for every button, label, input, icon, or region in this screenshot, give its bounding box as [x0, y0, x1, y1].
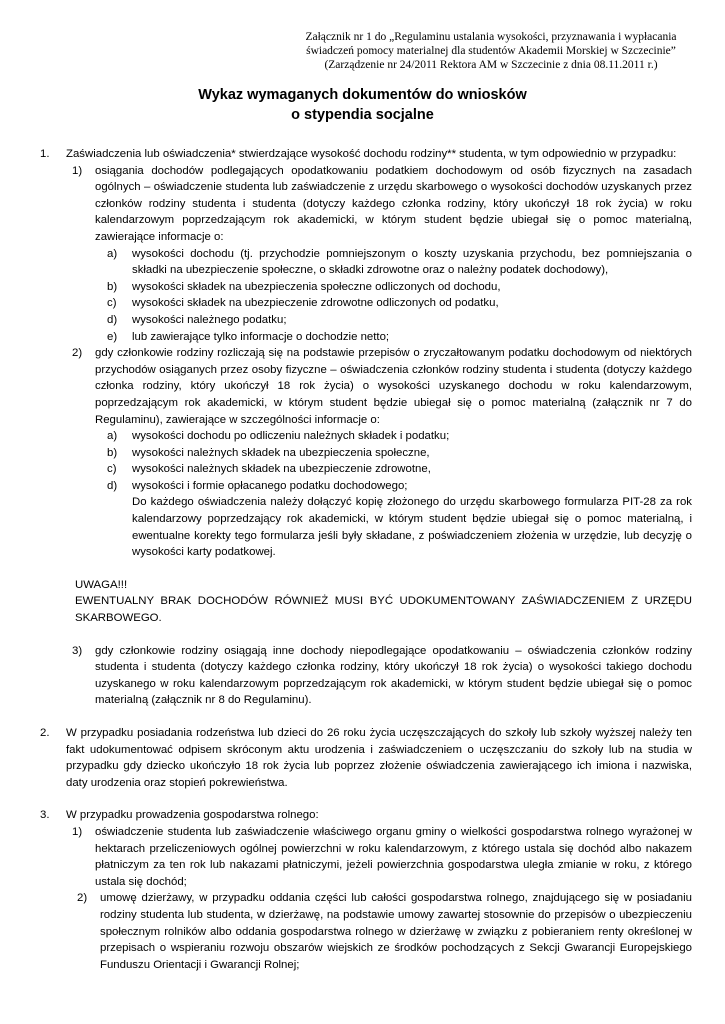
sub-item-text: gdy członkowie rodziny osiągają inne dochody niepodlegające opodatkowaniu – oświadczenia członków rodziny studenta i studenta (dotyczy każdego członka rodziny, który ukończył 18 rok życia) o wysokości takiego dochodu uzyskanego w roku kalendarzowym poprzedzającym rok akademicki, w którym student będzie ubiegał się o pomoc materialną (załącznik nr 8 do Regulaminu).: [95, 644, 692, 707]
point-text: wysokości składek na ubezpieczenie zdrowotne odliczonych od podatku,: [132, 297, 499, 310]
title-line-1: Wykaz wymaganych dokumentów do wniosków: [198, 87, 527, 103]
list-item-text: Zaświadczenia lub oświadczenia* stwierdzające wysokość dochodu rodziny** studenta, w tym odpowiednio w przypadku:: [66, 148, 677, 160]
list-item-number: 2.: [40, 727, 50, 739]
sub-item-number: 2): [72, 347, 83, 360]
point-text: lub zawierające tylko informacje o dochodzie netto;: [132, 330, 390, 343]
sub-item-number: 1): [72, 164, 83, 177]
list-item-3: [40, 807, 692, 824]
sub-item-1-2: [40, 345, 692, 428]
sub-item-text: oświadczenie studenta lub zaświadczenie właściwego organu gminy o wielkości gospodarstwa rolnego wyrażonej w hektarach przeliczeniowych ogólnej powierzchni w roku kalendarzowym, z którego ustala się dochód albo nakazem płatniczym za ten rok lub nakazami płatniczymi, jeżeli powierzchnia gospodarstwa uległa zmianie w roku, z którego ustala się dochód;: [95, 825, 692, 888]
list-item-1: [40, 146, 692, 163]
point-1-1-a: [40, 246, 692, 279]
point-letter: e): [107, 330, 118, 343]
note-text: Do każdego oświadczenia należy dołączyć kopię złożonego do urzędu skarbowego formularza PIT-28 za rok kalendarzowy poprzedzający rok akademicki, w którym student będzie ubiegał się o pomoc materialną, i ewentualne korekty tego formularza jeśli były składane, z poświadczeniem złożenia w urzędzie, lub decyzję o wysokości karty podatkowej.: [132, 496, 692, 559]
warning-text: EWENTUALNY BRAK DOCHODÓW RÓWNIEŻ MUSI BYĆ UDOKUMENTOWANY ZAŚWIADCZENIEM Z URZĘDU SKARBOWEGO.: [75, 595, 692, 625]
point-text: wysokości dochodu po odliczeniu należnych składek i podatku;: [132, 430, 450, 443]
header-line-1: Załącznik nr 1 do „Regulaminu ustalania wysokości, przyznawania i wypłacania: [305, 31, 677, 43]
list-item-number: 3.: [40, 809, 50, 822]
point-letter: a): [107, 430, 118, 443]
sub-item-1-3: [40, 643, 692, 709]
header-line-2: świadczeń pomocy materialnej dla studentów Akademii Morskiej w Szczecinie”: [306, 45, 676, 57]
list-item-2: [40, 725, 692, 791]
point-text: wysokości należnych składek na ubezpieczenia społeczne,: [132, 446, 430, 459]
warning-title: UWAGA!!!: [75, 578, 128, 591]
warning-block: [40, 577, 692, 627]
point-text: wysokości należnych składek na ubezpieczenie zdrowotne,: [132, 463, 431, 476]
sub-item-3-1: [40, 824, 692, 890]
list-item-text: W przypadku posiadania rodzeństwa lub dzieci do 26 roku życia uczęszczających do szkoły lub szkoły wyższej należy ten fakt udokumentować odpisem skróconym aktu urodzenia i zaświadczeniem o uczęszczaniu do szkoły lub na studia w przypadku gdy dziecko ukończyło 18 rok życia lub poprzez złożenie oświadczenia zawierającego ich imiona i nazwiska, daty urodzenia oraz stopień pokrewieństwa.: [66, 727, 692, 789]
sub-item-number: 1): [72, 825, 83, 838]
list-item-text: W przypadku prowadzenia gospodarstwa rolnego:: [66, 809, 319, 822]
point-letter: d): [107, 313, 118, 326]
sub-item-text: gdy członkowie rodziny rozliczają się na podstawie przepisów o zryczałtowanym podatku dochodowym od niektórych przychodów osiąganych przez osoby fizyczne – oświadczenia członków rodziny studenta i studenta (dotyczy każdego członka rodziny, który ukończył 18 rok życia) o wysokości uzyskanego dochodu w roku kalendarzowym, poprzedzającym rok akademicki, w którym student będzie ubiegał się o pomoc materialną (załącznik nr 7 do Regulaminu), zawierające w szczególności informacje o:: [95, 347, 692, 426]
sub-item-text: osiągania dochodów podlegających opodatkowaniu podatkiem dochodowym od osób fizycznych na zasadach ogólnych – oświadczenie studenta lub zaświadczenie z urzędu skarbowego o wysokości dochodów uzyskanych przez członków rodziny studenta i studenta (dotyczy każdego członka rodziny, który ukończył 18 rok życia) w roku kalendarzowym poprzedzającym rok akademicki, w którym student będzie ubiegał się o pomoc materialną, zawierające informacje o:: [95, 164, 692, 243]
sub-item-3-2: [40, 890, 692, 973]
header-line-3: (Zarządzenie nr 24/2011 Rektora AM w Szczecinie z dnia 08.11.2011 r.): [324, 59, 658, 71]
point-letter: b): [107, 280, 118, 293]
sub-item-1-1: [40, 163, 692, 246]
title-line-2: o stypendia socjalne: [291, 107, 434, 123]
point-1-1-e: [40, 329, 692, 346]
pit-28-note: [40, 494, 692, 560]
point-1-1-d: [40, 312, 692, 329]
list-item-number: 1.: [40, 148, 50, 160]
point-letter: b): [107, 446, 118, 459]
point-1-2-b: [40, 445, 692, 462]
point-letter: a): [107, 247, 118, 260]
point-letter: c): [107, 463, 117, 476]
point-letter: c): [107, 297, 117, 310]
point-1-2-a: [40, 428, 692, 445]
sub-item-number: 3): [72, 644, 83, 657]
point-text: wysokości dochodu (tj. przychodzie pomniejszonym o koszty uzyskania przychodu, bez pomniejszania o składki na ubezpieczenie społeczne, o składki zdrowotne oraz o należny podatek dochodowy),: [132, 247, 692, 277]
point-1-1-b: [40, 279, 692, 296]
point-letter: d): [107, 479, 118, 492]
sub-item-text: umowę dzierżawy, w przypadku oddania części lub całości gospodarstwa rolnego, znajdującego się w posiadaniu rodziny studenta lub studenta, w dzierżawę, na podstawie umowy zawartej stosownie do przepisów o ubezpieczeniu społecznym rolników albo oddania gospodarstwa rolnego w dzierżawę w związku z pobieraniem renty określonej w przepisach o wspieraniu rozwoju obszarów wiejskich ze środków pochodzących z Sekcji Gwarancji Europejskiego Funduszu Orientacji i Gwarancji Rolnej;: [100, 892, 692, 971]
point-1-2-c: [40, 461, 692, 478]
attachment-header: [301, 30, 681, 72]
point-text: wysokości i formie opłacanego podatku dochodowego;: [132, 479, 408, 492]
point-text: wysokości należnego podatku;: [132, 313, 287, 326]
document-body: [40, 146, 692, 973]
document-title: [0, 85, 725, 125]
point-text: wysokości składek na ubezpieczenia społeczne odliczonych od dochodu,: [132, 280, 501, 293]
sub-item-number: 2): [77, 892, 88, 905]
point-1-1-c: [40, 295, 692, 312]
point-1-2-d: [40, 478, 692, 495]
